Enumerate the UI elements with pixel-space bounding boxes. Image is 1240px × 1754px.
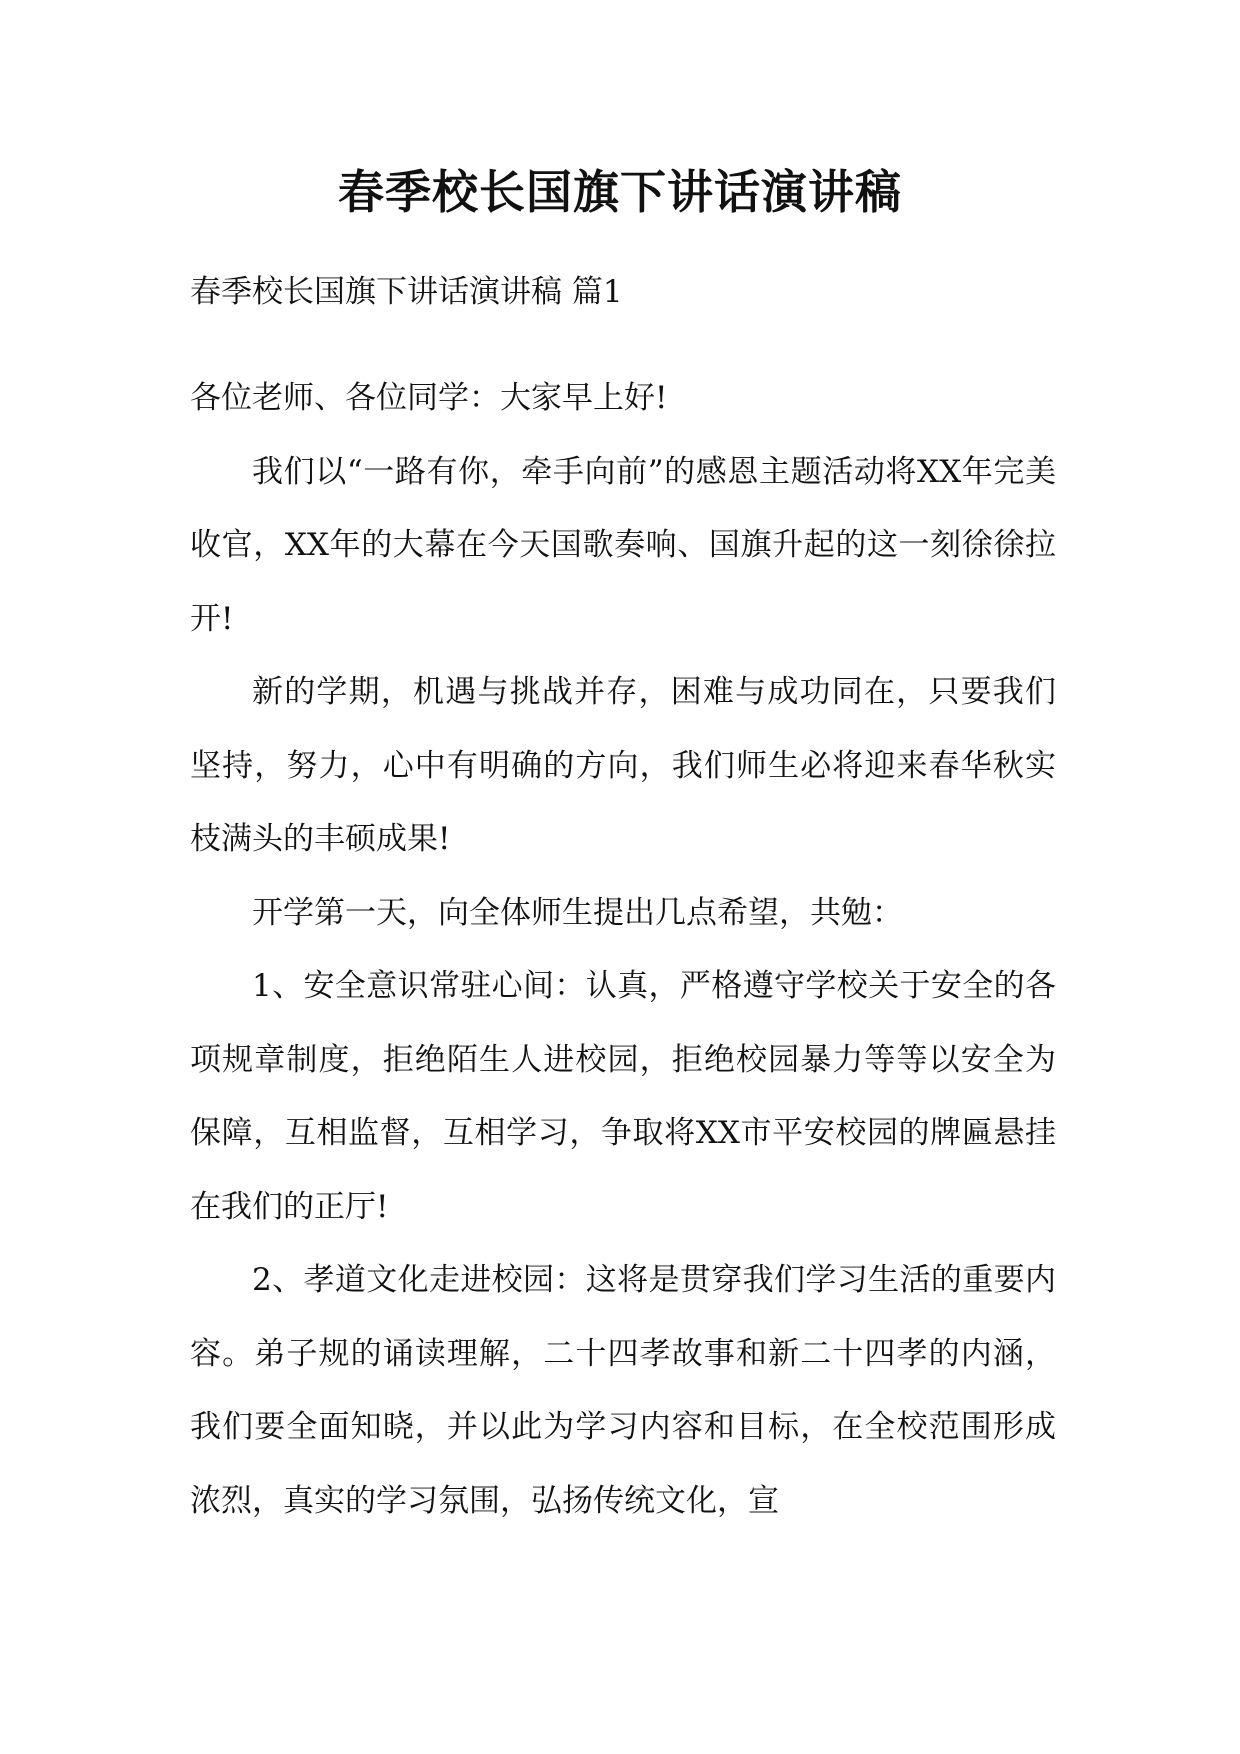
document-title: 春季校长国旗下讲话演讲稿	[338, 165, 902, 219]
paragraph-2: 新的学期，机遇与挑战并存，困难与成功同在，只要我们坚持，努力，心中有明确的方向，我们师生必将迎来春华秋实枝满头的丰硕成果!	[190, 674, 1056, 857]
paragraph-5: 2、孝道文化走进校园：这将是贯穿我们学习生活的重要内容。弟子规的诵读理解，二十四孝故事和新二十四孝的内涵，我们要全面知晓，并以此为学习内容和目标，在全校范围形成浓烈，真实的学习氛围，弘扬传统文化，宣	[190, 1262, 1056, 1519]
paragraph-3: 开学第一天，向全体师生提出几点希望，共勉：	[252, 894, 903, 931]
document-body	[190, 362, 1056, 1538]
paragraph-4: 1、安全意识常驻心间：认真，严格遵守学校关于安全的各项规章制度，拒绝陌生人进校园，拒绝校园暴力等等以安全为保障，互相监督，互相学习，争取将XX市平安校园的牌匾悬挂在我们的正厅!	[190, 968, 1056, 1225]
section-heading: 春季校长国旗下讲话演讲稿 篇1	[190, 274, 623, 310]
paragraph-1: 我们以“一路有你，牵手向前”的感恩主题活动将XX年完美收官，XX年的大幕在今天国歌奏响、国旗升起的这一刻徐徐拉开!	[190, 453, 1056, 637]
greeting-line: 各位老师、各位同学：大家早上好!	[190, 380, 668, 416]
